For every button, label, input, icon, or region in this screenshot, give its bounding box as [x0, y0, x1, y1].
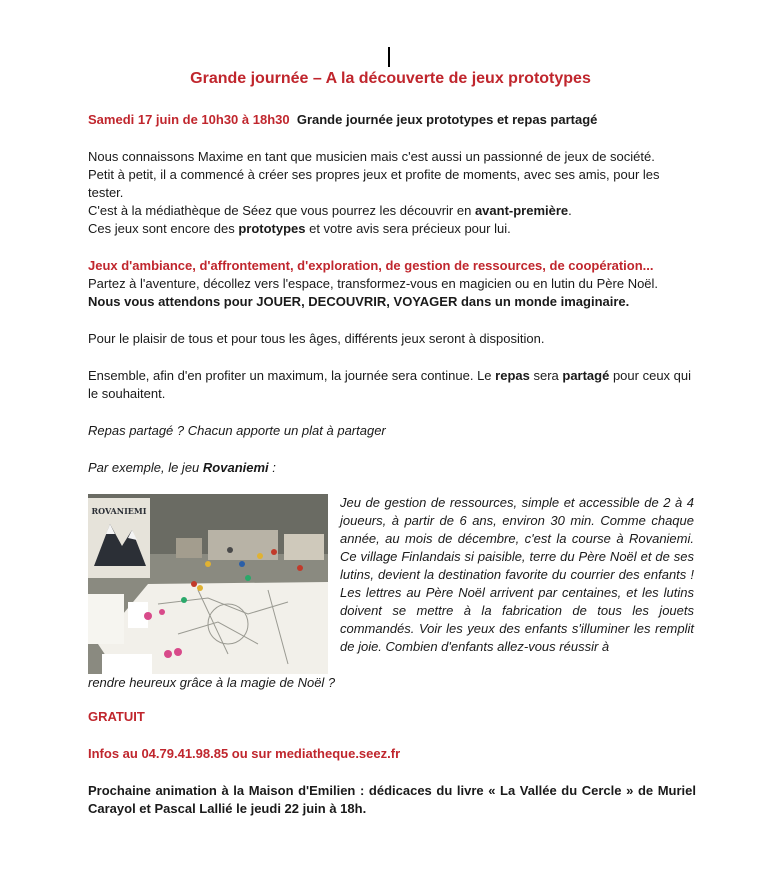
event-date: Samedi 17 juin de 10h30 à 18h30 — [88, 112, 290, 127]
example-line: Par exemple, le jeu Rovaniemi : — [88, 460, 276, 475]
text-cursor — [388, 47, 390, 67]
game-figure — [88, 494, 696, 691]
next-event: Prochaine animation à la Maison d'Emilien : dédicaces du livre « La Vallée du Cercle » de Muriel Carayol et Pascal Lallié le jeudi 22 juin à 18h. — [88, 783, 696, 816]
avant-premiere: avant-première — [474, 203, 569, 218]
meal-note: Repas partagé ? Chacun apporte un plat à partager — [88, 423, 386, 438]
intro-line-3: C'est à la médiathèque de Séez que vous pourrez les découvrir en avant-première. — [88, 203, 572, 218]
intro-line-1: Nous connaissons Maxime en tant que musicien mais c'est aussi un passionné de jeux de société. — [88, 149, 655, 164]
photo-box-title: ROVANIEMI — [91, 506, 147, 516]
genres-heading: Jeux d'ambiance, d'affrontement, d'exploration, de gestion de ressources, de coopération... — [88, 258, 654, 273]
prototypes-word: prototypes — [238, 221, 306, 236]
genres-line-1: Partez à l'aventure, décollez vers l'espace, transformez-vous en magicien ou en lutin du Père Noël. — [88, 276, 659, 291]
page-title: Grande journée – A la découverte de jeux prototypes — [190, 70, 591, 87]
all-ages-line: Pour le plaisir de tous et pour tous les âges, différents jeux seront à disposition. — [88, 331, 545, 346]
intro-line-2: Petit à petit, il a commencé à créer ses propres jeux et profite de moments, avec ses amis, pour les tester. — [88, 167, 660, 200]
document-body — [88, 111, 696, 818]
event-headline: Grande journée jeux prototypes et repas partagé — [296, 112, 598, 127]
game-description: Jeu de gestion de ressources, simple et accessible de 2 à 4 joueurs, à partir de 6 ans, environ 30 min. Comme chaque année, au mois de décembre, c'est la course à Rovaniemi. Ce village Finlandais si paisible, terre du Père Noël et de ses lutins, devient la destination favorite du courrier des enfants ! Les lettres au Père Noël arrivent par centaines, et les lutins doivent se mettre à la fabrication de tous les jouets commandés. Voir les yeux des enfants s'illuminer les remplit de joie. Combien d'enfants allez-vous réussir à — [340, 495, 694, 654]
intro-line-4: Ces jeux sont encore des prototypes et votre avis sera précieux pour lui. — [88, 221, 511, 236]
game-photo — [88, 494, 328, 674]
game-name: Rovaniemi — [202, 460, 269, 475]
free-label: GRATUIT — [88, 709, 145, 724]
info-line: Infos au 04.79.41.98.85 ou sur mediatheque.seez.fr — [88, 746, 401, 761]
event-line — [88, 111, 696, 129]
game-description-end: rendre heureux grâce à la magie de Noël ? — [88, 675, 336, 690]
genres-line-2: Nous vous attendons pour JOUER, DECOUVRIR, VOYAGER dans un monde imaginaire. — [88, 294, 630, 309]
meal-paragraph: Ensemble, afin d'en profiter un maximum, la journée sera continue. Le repas sera partagé pour ceux qui le souhaitent. — [88, 368, 692, 401]
